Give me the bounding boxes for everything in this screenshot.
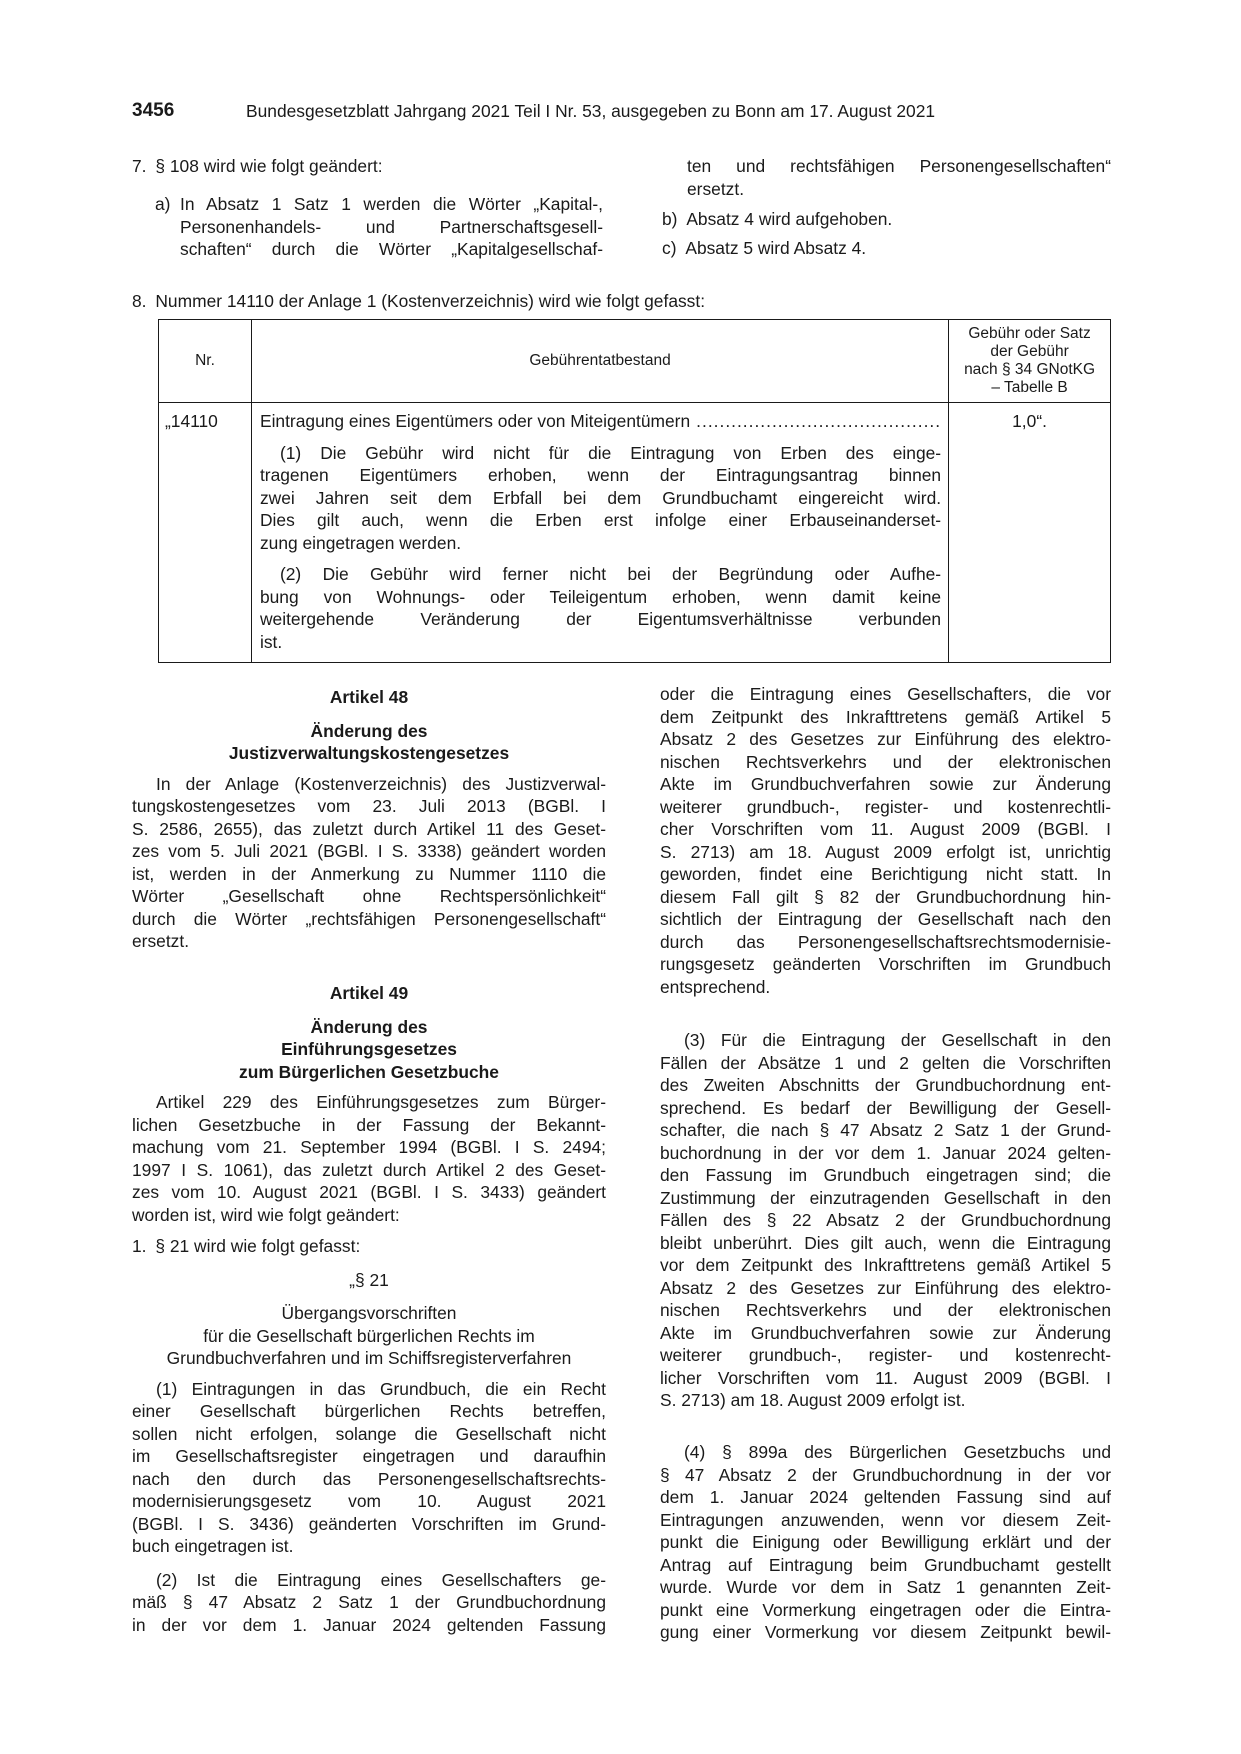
title-line: Änderung des — [310, 720, 428, 741]
text-line: (1) Die Gebühr wird nicht für die Eintragung von Erben des einge- — [279, 442, 942, 463]
text-line: nischen Rechtsverkehrs und der elektronischen — [660, 1300, 1111, 1320]
item-7a-continued — [687, 155, 1111, 200]
article-49 — [132, 982, 606, 1636]
text-line: Antrag auf Eintragung beim Grundbuchamt gestellt — [660, 1554, 1111, 1575]
absatz-3 — [660, 1029, 1111, 1412]
article-heading: Artikel 49 — [329, 983, 409, 1003]
header-line: Gebühr oder Satz — [968, 325, 1091, 342]
item-8-text: Nummer 14110 der Anlage 1 (Kostenverzeichnis) wird wie folgt gefasst: — [155, 291, 706, 311]
note-1 — [260, 442, 941, 555]
text-line: nischen Rechtsverkehrs und der elektronischen — [660, 751, 1111, 772]
text-line: sprechend. Es bedarf der Bewilligung der Gesell- — [660, 1097, 1111, 1118]
text-line: buch eingetragen ist. — [132, 1536, 294, 1556]
text-line: schafter, die nach § 47 Absatz 2 Satz 1 der Grund- — [660, 1120, 1111, 1140]
item-7c-text: Absatz 5 wird Absatz 4. — [685, 238, 867, 258]
gazette-header: Bundesgesetzblatt Jahrgang 2021 Teil I Nr. 53, ausgegeben zu Bonn am 17. August 2021 — [246, 101, 936, 121]
text-line: sollen nicht erfolgen, solange die Gesellschaft nicht — [132, 1423, 606, 1444]
item-8-number: 8. — [132, 291, 147, 311]
text-line: § 47 Absatz 2 der Grundbuchordnung in der vor — [660, 1464, 1111, 1485]
text-line: diesem Fall gilt § 82 der Grundbuchordnung hin- — [660, 886, 1111, 907]
text-line: weiterer grundbuch-, register- und kostenrecht- — [660, 1345, 1111, 1365]
page-number: 3456 — [132, 100, 175, 121]
text-line: vor dem Zeitpunkt des Inkrafttretens gemäß Artikel 5 — [660, 1255, 1111, 1275]
text-line: 1997 I S. 1061), das zuletzt durch Artikel 2 des Geset- — [132, 1159, 606, 1180]
column-header-tatbestand: Gebührentatbestand — [251, 320, 948, 403]
text-line: oder die Eintragung eines Gesellschafters, die vor — [660, 684, 1111, 704]
text-line: einer Gesellschaft bürgerlichen Rechts betreffen, — [132, 1401, 606, 1421]
text-line: Personenhandels- und Partnerschaftsgesell- — [180, 216, 603, 237]
text-line: ersetzt. — [687, 178, 745, 199]
text-line: schaften“ durch die Wörter „Kapitalgesellschaf- — [180, 239, 603, 259]
fee-table — [158, 319, 1111, 663]
text-line: worden ist, wird wie folgt geändert: — [132, 1204, 400, 1225]
text-line: entsprechend. — [660, 976, 771, 997]
column-header-nr: Nr. — [159, 320, 252, 403]
item-7 — [132, 155, 602, 178]
item-7c-label: c) — [662, 238, 677, 258]
text-line: zwei Jahren seit dem Erbfall bei dem Grundbuchamt eingereicht wird. — [259, 487, 942, 508]
article-48 — [132, 686, 606, 953]
text-line: nach den durch das Personengesellschaftsrechts- — [132, 1468, 606, 1489]
item-7b-label: b) — [662, 209, 678, 229]
text-line: ersetzt. — [132, 931, 190, 951]
text-line: (2) Ist die Eintragung eines Gesellschafters ge- — [156, 1569, 606, 1590]
text-line: ten und rechtsfähigen Personengesellschaften“ — [687, 156, 1111, 176]
item-7-text: § 108 wird wie folgt geändert: — [155, 156, 383, 176]
text-line: cher Vorschriften vom 11. August 2009 (BGBl. I — [660, 819, 1111, 839]
item-7a-label: a) — [155, 194, 171, 214]
text-line: licher Vorschriften vom 11. August 2009 (BGBl. I — [660, 1367, 1111, 1388]
text-line: Eintragungen anzuwenden, wenn vor diesem Zeit- — [660, 1509, 1111, 1530]
article-title — [132, 1016, 606, 1084]
text-line: Akte im Grundbuchverfahren sowie zur Änderung — [660, 1322, 1111, 1343]
text-line: In Absatz 1 Satz 1 werden die Wörter „Kapital-, — [180, 194, 603, 214]
text-line: gung einer Vormerkung vor diesem Zeitpunkt bewil- — [660, 1622, 1111, 1642]
column-header-fee — [949, 320, 1111, 403]
text-line: im Gesellschaftsregister eingetragen und daraufhin — [132, 1446, 606, 1466]
text-line: dem Zeitpunkt des Inkrafttretens gemäß Artikel 5 — [660, 706, 1111, 727]
title-line: für die Gesellschaft bürgerlichen Rechts im — [203, 1325, 535, 1346]
text-line: lichen Gesetzbuche in der Fassung der Bekannt- — [132, 1114, 606, 1135]
absatz-2-continued — [660, 683, 1111, 998]
text-line: zes vom 5. Juli 2021 (BGBl. I S. 3338) geändert worden — [132, 841, 606, 861]
text-line: punkt die Einigung oder Bewilligung erklärt und der — [660, 1532, 1111, 1552]
text-line: in der vor dem 1. Januar 2024 geltenden Fassung — [132, 1614, 606, 1635]
text-line: Fällen der Absätze 1 und 2 gelten die Vorschriften — [660, 1052, 1111, 1073]
text-line: (4) § 899a des Bürgerlichen Gesetzbuchs und — [684, 1442, 1111, 1462]
text-line: machung vom 21. September 1994 (BGBl. I S. 2494; — [132, 1137, 606, 1157]
text-line: bung von Wohnungs- oder Teileigentum erhoben, wenn damit keine — [259, 586, 942, 607]
text-line: Artikel 229 des Einführungsgesetzes zum Bürger- — [156, 1092, 606, 1112]
absatz-1 — [132, 1378, 606, 1558]
text-line: (1) Eintragungen in das Grundbuch, die ein Recht — [156, 1378, 606, 1399]
note-2 — [260, 563, 941, 653]
title-line: Übergangsvorschriften — [281, 1303, 457, 1323]
text-line: S. 2713) am 18. August 2009 erfolgt ist, unrichtig — [660, 841, 1111, 862]
text-line: des Zweiten Abschnitts der Grundbuchordnung ent- — [660, 1075, 1111, 1095]
paragraph-heading: „§ 21 — [349, 1269, 389, 1290]
cell-tatbestand — [251, 403, 948, 663]
text-line: zes vom 10. August 2021 (BGBl. I S. 3433) geändert — [132, 1182, 606, 1202]
title-line: Grundbuchverfahren und im Schiffsregisterverfahren — [166, 1348, 572, 1368]
text-line: S. 2586, 2655), das zuletzt durch Artikel 11 des Geset- — [132, 818, 606, 839]
article-body — [132, 773, 606, 953]
cell-nr: „14110 — [159, 403, 252, 663]
text-line: In der Anlage (Kostenverzeichnis) des Justizverwal- — [156, 773, 606, 794]
text-line: tragenen Eigentümers erhoben, wenn der Eintragungsantrag binnen — [259, 465, 942, 485]
text-line: (3) Für die Eintragung der Gesellschaft in den — [684, 1030, 1111, 1050]
article-heading: Artikel 48 — [329, 687, 409, 707]
header-line: der Gebühr — [990, 343, 1069, 360]
text-line: rungsgesetz geänderten Vorschriften im Grundbuch — [660, 954, 1111, 974]
text-line: bleibt unberührt. Dies gilt auch, wenn die Eintragung — [660, 1232, 1111, 1253]
table-row — [159, 403, 1111, 663]
text-line: Akte im Grundbuchverfahren sowie zur Änderung — [660, 774, 1111, 794]
text-line: weiterer grundbuch-, register- und kostenrechtli- — [660, 796, 1111, 817]
text-line: wurde. Wurde vor dem in Satz 1 genannten Zeit- — [660, 1577, 1111, 1597]
item-1-number: 1. — [132, 1236, 147, 1256]
text-line: geworden, findet eine Berichtigung nicht statt. In — [660, 864, 1111, 884]
cell-fee: 1,0“. — [949, 403, 1111, 663]
text-line: modernisierungsgesetz vom 10. August 2021 — [132, 1491, 606, 1511]
text-line: Wörter „Gesellschaft ohne Rechtspersönlichkeit“ — [132, 886, 606, 906]
dot-leader: .......................................... — [696, 411, 942, 431]
item-1-text: § 21 wird wie folgt gefasst: — [155, 1236, 361, 1256]
text-line: durch das Personengesellschaftsrechtsmodernisie- — [660, 931, 1111, 952]
text-line: durch die Wörter „rechtsfähigen Personengesellschaft“ — [132, 908, 606, 929]
text-line: Absatz 2 des Gesetzes zur Einführung des elektro- — [660, 729, 1111, 749]
text-line: zung eingetragen werden. — [259, 532, 462, 553]
title-line: zum Bürgerlichen Gesetzbuche — [239, 1061, 499, 1082]
text-line: weitergehende Veränderung der Eigentumsverhältnisse verbunden — [259, 609, 942, 629]
text-line: ist. — [259, 631, 283, 652]
item-1 — [132, 1235, 606, 1258]
text-line: Dies gilt auch, wenn die Erben erst infolge einer Erbauseinanderset- — [259, 510, 942, 530]
text-line: mäß § 47 Absatz 2 Satz 1 der Grundbuchordnung — [132, 1592, 606, 1612]
title-line: Änderung des — [310, 1016, 428, 1037]
header-line: nach § 34 GNotKG — [964, 361, 1096, 378]
article-body — [132, 1091, 606, 1226]
text-line: punkt eine Vormerkung eingetragen oder die Eintra- — [660, 1599, 1111, 1620]
text-line: tungskostengesetzes vom 23. Juli 2013 (BGBl. I — [132, 796, 606, 816]
fee-item-title — [260, 410, 941, 433]
text-line: (BGBl. I S. 3436) geänderten Vorschriften im Grund- — [132, 1513, 606, 1534]
item-7b — [662, 208, 892, 231]
item-8 — [132, 290, 1112, 313]
item-7a-text — [180, 193, 603, 261]
absatz-2 — [132, 1569, 606, 1637]
text-line: ist, werden in der Anmerkung zu Nummer 1110 die — [132, 863, 606, 884]
text-line: S. 2713) am 18. August 2009 erfolgt ist. — [660, 1390, 966, 1410]
article-title — [132, 720, 606, 765]
paragraph-title — [132, 1302, 606, 1370]
title-line: Justizverwaltungskostengesetzes — [228, 743, 510, 763]
absatz-4 — [660, 1441, 1111, 1644]
text-line: Zustimmung der einzutragenden Gesellschaft in den — [660, 1187, 1111, 1208]
text-line: (2) Die Gebühr wird ferner nicht bei der Begründung oder Aufhe- — [279, 564, 942, 584]
title-line: Einführungsgesetzes — [281, 1039, 457, 1059]
text-line: buchordnung in der vor dem 1. Januar 2024 gelten- — [660, 1142, 1111, 1163]
text-line: dem 1. Januar 2024 geltenden Fassung sind auf — [660, 1487, 1111, 1507]
header-line: – Tabelle B — [991, 379, 1068, 396]
item-7-number: 7. — [132, 156, 147, 176]
text-line: sichtlich der Eintragung der Gesellschaft nach den — [660, 909, 1111, 929]
item-7b-text: Absatz 4 wird aufgehoben. — [686, 209, 893, 229]
text-line: Absatz 2 des Gesetzes zur Einführung des elektro- — [660, 1277, 1111, 1298]
table-header-row — [159, 320, 1111, 403]
item-7c — [662, 237, 866, 260]
text-line: Fällen des § 22 Absatz 2 der Grundbuchordnung — [660, 1210, 1111, 1230]
fee-item-text: Eintragung eines Eigentümers oder von Miteigentümern — [259, 411, 691, 431]
text-line: den Fassung im Grundbuch eingetragen sind; die — [660, 1165, 1111, 1185]
